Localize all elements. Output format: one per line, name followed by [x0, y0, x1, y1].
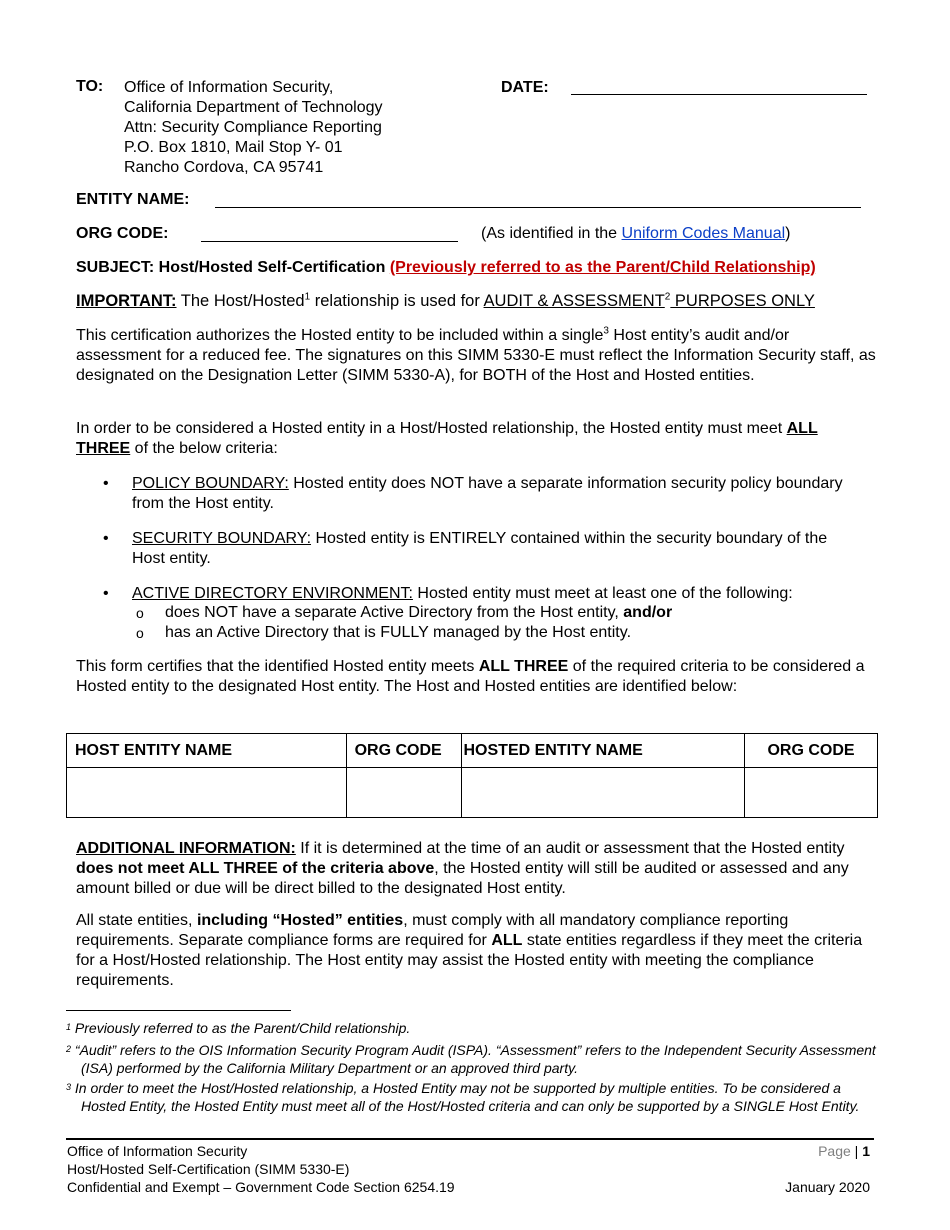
bullet-icon: •	[103, 585, 109, 602]
all-state-text: , must comply with all mandatory compliance reporting requirements. Separate compliance forms are required for	[76, 912, 789, 949]
subject-red-note: (Previously referred to as the Parent/Child Relationship)	[389, 259, 816, 276]
footer-line: Host/Hosted Self-Certification (SIMM 5330-E)	[67, 1161, 350, 1177]
host-org-code-cell[interactable]	[346, 768, 461, 818]
form-certifies-paragraph	[76, 657, 876, 697]
footnote-separator	[66, 1010, 291, 1011]
footer-rule	[66, 1138, 874, 1140]
important-line	[76, 292, 815, 311]
ad-option-bold: and/or	[623, 604, 673, 621]
address-line: Office of Information Security,	[124, 79, 334, 96]
important-label: IMPORTANT:	[76, 292, 177, 310]
footer-date: January 2020	[785, 1179, 870, 1195]
sub-bullet-icon: o	[136, 625, 144, 641]
to-address	[124, 78, 383, 178]
table-header-row	[67, 734, 878, 768]
to-label: TO:	[76, 78, 104, 95]
additional-information-label: ADDITIONAL INFORMATION:	[76, 840, 296, 857]
footnote-ref: 1	[304, 291, 311, 303]
criteria-text: Hosted entity is ENTIRELY contained within the security boundary of the Host entity.	[132, 530, 828, 567]
org-code-note	[481, 225, 790, 243]
criteria-intro	[76, 419, 876, 459]
hosted-org-code-cell[interactable]	[745, 768, 878, 818]
host-org-code-header: ORG CODE	[346, 734, 461, 768]
criteria-intro-text: In order to be considered a Hosted entity in a Host/Hosted relationship, the Hosted entity must meet	[76, 420, 787, 437]
address-line: California Department of Technology	[124, 99, 383, 116]
criteria-intro-bold: ALL THREE	[76, 420, 818, 457]
ad-option-text: has an Active Directory that is FULLY managed by the Host entity.	[165, 624, 632, 641]
form-certifies-suffix: of the required criteria to be considered a Hosted entity to the designated Host entity. The Host and Hosted entities are identified below:	[76, 658, 865, 695]
important-underlined: PURPOSES ONLY	[670, 292, 815, 310]
criteria-text: Hosted entity does NOT have a separate information security policy boundary from the Host entity.	[132, 475, 843, 512]
all-state-entities-paragraph	[76, 911, 876, 991]
footnote-number: 2	[66, 1044, 72, 1054]
footnote	[66, 1019, 876, 1037]
entity-name-label: ENTITY NAME:	[76, 191, 190, 208]
address-line: Attn: Security Compliance Reporting	[124, 119, 382, 136]
uniform-codes-manual-link[interactable]: Uniform Codes Manual	[621, 225, 786, 242]
criteria-label: ACTIVE DIRECTORY ENVIRONMENT:	[132, 585, 413, 602]
criteria-label: SECURITY BOUNDARY:	[132, 530, 312, 547]
footnote-number: 3	[66, 1082, 72, 1092]
all-state-bold: including “Hosted” entities	[196, 912, 404, 929]
form-certifies-bold: ALL THREE	[478, 658, 569, 675]
page-separator: |	[850, 1143, 863, 1159]
table-row	[67, 768, 878, 818]
date-label: DATE:	[501, 79, 549, 96]
subject-label: SUBJECT: Host/Hosted Self-Certification	[76, 259, 390, 276]
footnote-text: “Audit” refers to the OIS Information Security Program Audit (ISPA). “Assessment” refers to the Independent Security Assessment (ISA) performed by the California Military Department or an approved third party.	[71, 1042, 876, 1076]
date-field[interactable]	[571, 94, 867, 95]
host-entity-name-cell[interactable]	[67, 768, 347, 818]
host-entity-name-header: HOST ENTITY NAME	[67, 734, 347, 768]
important-underlined: AUDIT & ASSESSMENT	[483, 292, 665, 310]
all-state-text: All state entities,	[76, 912, 197, 929]
org-code-note-prefix: (As identified in the	[481, 225, 622, 242]
footer-left	[67, 1142, 455, 1196]
certification-text: This certification authorizes the Hosted entity to be included within a single	[76, 327, 604, 344]
all-state-bold: ALL	[491, 932, 523, 949]
hosted-org-code-header: ORG CODE	[745, 734, 878, 768]
page-number	[818, 1142, 870, 1160]
additional-bold: does not meet ALL THREE of the criteria above	[76, 860, 435, 877]
footnote-ref: 3	[603, 325, 609, 337]
page-label: Page	[818, 1143, 851, 1159]
footnote-ref: 2	[664, 291, 671, 303]
certification-text: Host entity’s audit and/or assessment for a reduced fee. The signatures on this SIMM 5330-E must reflect the Information Security staff, as designated on the Designation Letter (SIMM 5330-A), for BOTH of the Host and Hosted entities.	[76, 327, 876, 384]
ad-option-text: does NOT have a separate Active Directory from the Host entity,	[165, 604, 624, 621]
hosted-entity-name-header: HOSTED ENTITY NAME	[461, 734, 745, 768]
additional-information-paragraph	[76, 839, 876, 899]
org-code-field[interactable]	[201, 241, 458, 242]
sub-bullet-icon: o	[136, 605, 144, 621]
footnote-number: 1	[66, 1022, 72, 1032]
footnote-text: In order to meet the Host/Hosted relationship, a Hosted Entity may not be supported by multiple entities. To be considered a Hosted Entity, the Hosted Entity must meet all of the Host/Hosted criteria and can only be supported by a SINGLE Host Entity.	[71, 1080, 860, 1114]
address-line: Rancho Cordova, CA 95741	[124, 159, 324, 176]
org-code-note-suffix: )	[785, 225, 791, 242]
org-code-label: ORG CODE:	[76, 225, 169, 242]
subject-line	[76, 259, 816, 277]
additional-text: If it is determined at the time of an audit or assessment that the Hosted entity	[295, 840, 845, 857]
all-state-text: state entities regardless if they meet the criteria for a Host/Hosted relationship. The Host entity may assist the Hosted entity with meeting the compliance requirements.	[76, 932, 863, 989]
entity-table	[66, 733, 878, 818]
certification-paragraph	[76, 326, 876, 386]
footnote-text: Previously referred to as the Parent/Child relationship.	[71, 1020, 411, 1036]
footnote	[66, 1041, 876, 1077]
bullet-icon: •	[103, 530, 109, 547]
important-text: The Host/Hosted	[176, 292, 305, 310]
page-num: 1	[862, 1143, 870, 1159]
bullet-icon: •	[103, 475, 109, 492]
footer-line: Office of Information Security	[67, 1143, 248, 1159]
footnote	[66, 1079, 876, 1115]
hosted-entity-name-cell[interactable]	[461, 768, 745, 818]
form-certifies-text: This form certifies that the identified Hosted entity meets	[76, 658, 479, 675]
footer-line: Confidential and Exempt – Government Code Section 6254.19	[67, 1179, 455, 1195]
additional-text: , the Hosted entity will still be audited or assessed and any amount billed or due will be direct billed to the designated Host entity.	[76, 860, 849, 897]
entity-name-field[interactable]	[215, 207, 861, 208]
important-text: relationship is used for	[310, 292, 484, 310]
criteria-text: Hosted entity must meet at least one of the following:	[412, 585, 793, 602]
criteria-intro-suffix: of the below criteria:	[130, 440, 278, 457]
criteria-label: POLICY BOUNDARY:	[132, 475, 289, 492]
address-line: P.O. Box 1810, Mail Stop Y- 01	[124, 139, 343, 156]
